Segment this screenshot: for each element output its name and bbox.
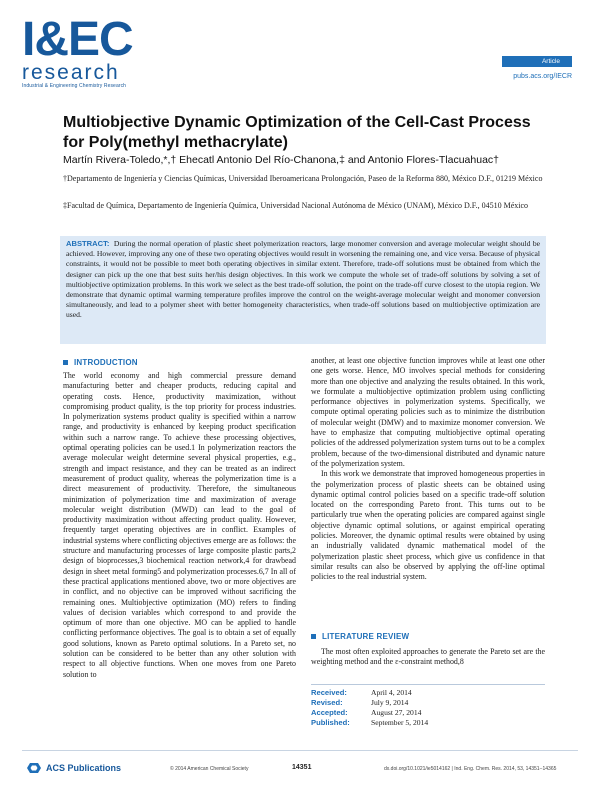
paper-title: Multiobjective Dynamic Optimization of the Cell-Cast Process for Poly(methyl methacrylate): [63, 114, 531, 151]
section-square-icon: [63, 360, 68, 365]
history-label: Received:: [311, 688, 347, 697]
abstract: [66, 239, 540, 321]
affiliation-2: ‡Facultad de Química, Departamento de Ingeniería Química, Universidad Nacional Autónoma de México (UNAM), México D.F., 04510 México: [63, 201, 529, 210]
history-row: [311, 698, 545, 708]
article-type-badge: Article: [502, 56, 572, 67]
introduction-heading: [63, 358, 138, 367]
literature-review-heading: [311, 632, 409, 641]
acs-hexagon-icon: [26, 762, 42, 774]
intro-paragraph-1: The world economy and high commercial pressure demand manufacturing better and cheaper products, reducing capital and operating costs. Hence, productivity maximization, without compromising product quality, is the top priority for process industries. In polymerization systems product quality is specified within a narrow range, and productivity is enhanced by keeping product specification within such a narrow range. To achieve these processing objectives, optimal operating policies can be used.1 In polymerization reactors the average molecular weight determine several physical properties, e.g., strength and impact resistance, and they can be treated as an indirect measurement of product quality, whereas the polymerization time is a direct measurement of productivity. Therefore, the simultaneous minimization of polymerization time and maximization of average molecular weight distribution (MWD) can lead to the goal of productivity maximization without affecting product quality. However, frequently target operating objectives are in conflict. Examples of industrial systems where conflicting objectives emerge are as follows: the structure and manufacturing processes of large composite plastic parts,2 design of bioprocesses,3 biochemical reaction network,4 for drawbead design in sheet metal forming5 and polymerization processes.6,7 In all of these practical applications mentioned above, two or more objectives are in conflict, and no objective can be improved without sacrificing the remaining ones. Multiobjective optimization (MO) refers to finding values of decision variables which correspond to and provide the optimum of more than one objective. MO can be applied to handle conflicting performance objectives. The goal is to obtain a set of equally good solutions, known as Pareto optimal solutions. In a Pareto set, no solution can be considered to be better than any other solution with respect to all objective functions. When one moves from one Pareto solution to: [63, 371, 296, 679]
literature-review-heading-text: LITERATURE REVIEW: [322, 632, 410, 641]
section-square-icon: [311, 634, 316, 639]
literature-review-paragraph: [311, 647, 545, 668]
history-label: Published:: [311, 718, 350, 727]
footer-divider: [22, 750, 578, 751]
history-row: [311, 718, 545, 728]
history-row: [311, 688, 545, 698]
journal-url-link[interactable]: pubs.acs.org/IECR: [513, 73, 572, 80]
author-list: Martín Rivera-Toledo,*,† Ehecatl Antonio Del Río-Chanona,‡ and Antonio Flores-Tlacuahuac†: [63, 154, 500, 166]
intro-paragraph-2: another, at least one objective function improves while at least one other one gets worse. Hence, MO involves special methods for considering more than one objective and analyzing the results obtained. In this work, we formulate a multiobjective optimization problem using conflicting performance objectives in polymerization systems. Specifically, we compute optimal operating policies such as to minimize the distribution of molecular weight (DMW) and to maximize monomer conversion. We have to emphasize that computing multiobjective optimal operating policies of the addressed polymerization system turns out to be a complex problem, because of the two-dimensional distributed and dynamic nature of the polymerization system.: [311, 356, 545, 468]
history-value: July 9, 2014: [371, 698, 409, 707]
history-value: September 5, 2014: [371, 718, 429, 727]
history-label: Accepted:: [311, 708, 348, 717]
journal-logo: [22, 13, 192, 89]
history-label: Revised:: [311, 698, 343, 707]
affiliation-1: †Departamento de Ingeniería y Ciencias Químicas, Universidad Iberoamericana Prolongación, Paseo de la Reforma 880, México D.F., 01219 México: [63, 174, 543, 183]
intro-paragraph-3: In this work we demonstrate that improved homogeneous properties in the polymerization process of plastic sheets can be obtained using dynamic optimal control policies based on a specific trade-off solution located on the corresponding Pareto front. This turns out to be particularly true when the operating policies are compared against single objective dynamic optimal solutions, or against empirical operating policies. Moreover, the dynamic optimal results were obtained by using an industrially validated dynamic mathematical model of the polymerization plastic sheet process, which give us confidence in that similar results can also be observed by applying the off-line optimal policies to the real industrial system.: [311, 469, 545, 582]
logo-main: I&EC: [22, 13, 133, 66]
history-value: August 27, 2014: [371, 708, 422, 717]
right-column: [311, 356, 545, 583]
publisher-name: ACS Publications: [46, 763, 122, 773]
acs-publications-logo[interactable]: [26, 762, 121, 774]
logo-subtitle: Industrial & Engineering Chemistry Research: [22, 83, 127, 89]
abstract-text: During the normal operation of plastic sheet polymerization reactors, large monomer conversion and average molecular weight should be achieved. However, improving any one of these two operating objectives would result in worsening the remaining one, and vice versa. Because of physical constraints, it would not be possible to meet both operating objectives in similar extent. Therefore, trade-off solutions must be obtained from which the designer can pick up the one that best suits her/his design objectives. In this work we compute the whole set of trade-off solutions by solving a set of multiobjective optimization problems. In this work we select as the best trade-off solution, the point on the trade-off curve closest to the utopia region. We demonstrate that dynamic optimal warming temperature profiles improve the control on the weight-average molecular weight and monomer conversion simultaneously, and lead to a polymer sheet with better homogeneity characteristics, when trade-off solutions based on multiobjective optimization are used.: [66, 239, 540, 320]
history-value: April 4, 2014: [371, 688, 412, 697]
introduction-heading-text: INTRODUCTION: [74, 358, 138, 367]
abstract-box: [60, 236, 546, 344]
abstract-label: ABSTRACT:: [66, 239, 110, 248]
publication-history: [311, 684, 545, 728]
copyright-notice: © 2014 American Chemical Society: [170, 766, 249, 772]
logo-research: research: [22, 61, 120, 84]
literature-review-text: The most often exploited approaches to generate the Pareto set are the weighting method and the ε-constraint method,8: [311, 647, 545, 667]
page-number: 14351: [292, 764, 312, 771]
doi-citation[interactable]: dx.doi.org/10.1021/ie5014162 | Ind. Eng. Chem. Res. 2014, 53, 14351−14365: [384, 766, 557, 772]
history-row: [311, 708, 545, 718]
left-column: [63, 371, 296, 680]
